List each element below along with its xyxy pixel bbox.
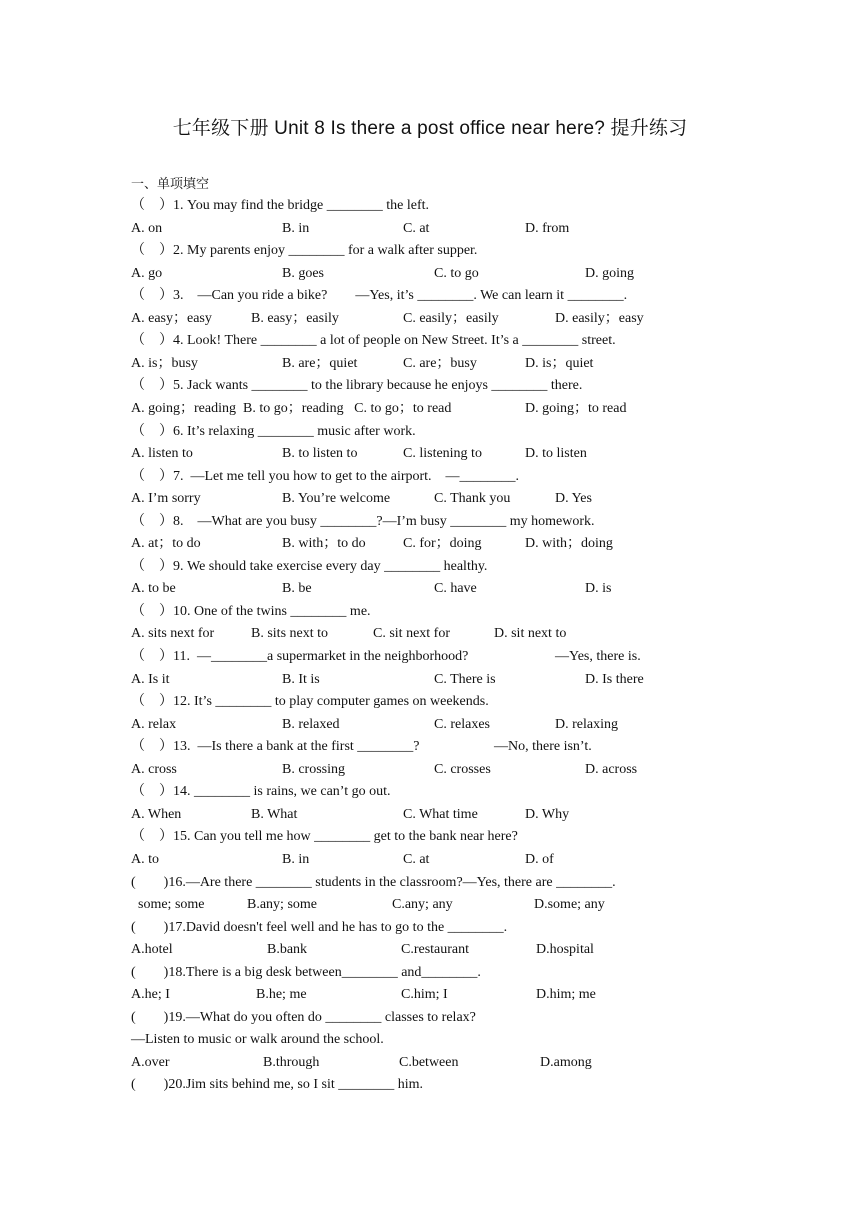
option-text: D. is (585, 581, 612, 597)
question-text: （ ）9. We should take exercise every day ________ healthy. (131, 558, 488, 574)
option-text: D. is；quiet (525, 355, 594, 371)
option-text: C. Thank you (434, 491, 511, 507)
option-text: （ ）13. —Is there a bank at the first ________? (131, 739, 420, 755)
option-text: D. sit next to (494, 626, 567, 642)
option-text: B. in (282, 220, 310, 236)
option-text: B.through (263, 1054, 320, 1070)
question-text: （ ）6. It’s relaxing ________ music after work. (131, 423, 416, 439)
option-text: B. relaxed (282, 716, 340, 732)
option-text: B. goes (282, 265, 324, 281)
option-text: C. crosses (434, 761, 491, 777)
option-text: A. go (131, 265, 163, 281)
option-text: D. going (585, 265, 634, 281)
question-text: （ ）3. —Can you ride a bike? —Yes, it’s ________. We can learn it ________. (131, 288, 628, 304)
option-text: C.between (399, 1054, 459, 1070)
option-text: B.bank (267, 942, 308, 958)
option-text: B.he; me (256, 987, 307, 1003)
option-text: D.him; me (536, 987, 596, 1003)
option-text: D. relaxing (555, 716, 618, 732)
option-text: A. I’m sorry (131, 491, 201, 507)
option-text: D. Is there (585, 671, 644, 687)
question-text: （ ）8. —What are you busy ________?—I’m busy ________ my homework. (131, 513, 595, 529)
option-text: C.any; any (392, 897, 453, 913)
option-text: D. from (525, 220, 570, 236)
option-text: D. of (525, 851, 554, 867)
option-text: C. have (434, 581, 477, 597)
option-text: D. Yes (555, 491, 592, 507)
option-text: B. are；quiet (282, 355, 358, 371)
option-text: C. There is (434, 671, 496, 687)
option-text: C. relaxes (434, 716, 490, 732)
option-text: B. It is (282, 671, 320, 687)
question-text: （ ）15. Can you tell me how ________ get to the bank near here? (131, 829, 518, 845)
section-heading: 一、单项填空 (131, 177, 210, 192)
question-text: ( )17.David doesn't feel well and he has to go to the ________. (131, 919, 508, 935)
option-text: C. at (403, 851, 430, 867)
option-text: B. sits next to (251, 626, 329, 642)
option-text: D.hospital (536, 942, 594, 958)
option-text: B. with；to do (282, 536, 366, 552)
option-text: B. You’re welcome (282, 491, 391, 507)
question-text: （ ）14. ________ is rains, we can’t go out. (131, 784, 391, 800)
option-text: D.some; any (534, 897, 605, 913)
option-text: B. crossing (282, 761, 345, 777)
question-text: （ ）2. My parents enjoy ________ for a walk after supper. (131, 243, 478, 259)
option-text: C. easily；easily (403, 310, 499, 326)
question-text: （ ）12. It’s ________ to play computer games on weekends. (131, 694, 489, 710)
option-text: A. sits next for (131, 626, 215, 642)
option-text: C.him; I (401, 987, 448, 1003)
option-text: B. to listen to (282, 446, 358, 462)
option-text: —No, there isn’t. (494, 739, 592, 755)
option-text: A. Is it (131, 671, 170, 687)
option-text: D. to listen (525, 446, 587, 462)
option-text: C. listening to (403, 446, 482, 462)
option-text: D. with；doing (525, 536, 613, 552)
question-text: （ ）10. One of the twins ________ me. (131, 603, 371, 619)
option-text: （ ）11. —________a supermarket in the neighborhood? (131, 649, 469, 664)
option-text: D. easily；easy (555, 310, 644, 326)
option-text: A. on (131, 220, 163, 236)
option-text: B. easy；easily (251, 310, 339, 326)
option-text: C. to go (434, 265, 479, 281)
option-text: C. for；doing (403, 536, 482, 552)
question-text: ( )20.Jim sits behind me, so I sit ________ him. (131, 1077, 424, 1093)
option-text: A. When (131, 806, 182, 822)
option-text: A. easy；easy (131, 310, 212, 326)
option-text: D. going；to read (525, 400, 627, 416)
option-text: A. relax (131, 716, 177, 732)
option-text: B. in (282, 851, 310, 867)
option-text: C.restaurant (401, 942, 470, 958)
option-text: C. at (403, 220, 430, 236)
option-text: C. are；busy (403, 355, 477, 371)
option-text: —Yes, there is. (555, 649, 641, 664)
option-text: A.over (131, 1054, 170, 1070)
question-text: ( )19.—What do you often do ________ classes to relax? (131, 1009, 476, 1025)
option-text: A. going；reading B. to go；reading C. to go；to read (131, 400, 452, 416)
option-text: A. to be (131, 581, 176, 597)
question-text: （ ）7. —Let me tell you how to get to the airport. —________. (131, 468, 520, 484)
option-text: D.among (540, 1054, 592, 1070)
question-text: ( )18.There is a big desk between________ and________. (131, 964, 481, 980)
option-text: C. What time (403, 806, 478, 822)
question-text: —Listen to music or walk around the school. (131, 1032, 384, 1048)
option-text: some; some (138, 897, 205, 913)
option-text: C. sit next for (373, 626, 450, 642)
question-text: （ ）5. Jack wants ________ to the library because he enjoys ________ there. (131, 378, 583, 394)
question-text: ( )16.—Are there ________ students in the classroom?—Yes, there are ________. (131, 874, 616, 890)
option-text: D. Why (525, 806, 570, 822)
option-text: B. be (282, 581, 312, 597)
option-text: A. at；to do (131, 536, 201, 552)
option-text: A. to (131, 851, 159, 867)
option-text: A.he; I (131, 987, 170, 1003)
option-text: A. cross (131, 761, 177, 777)
option-text: B.any; some (247, 897, 317, 913)
option-text: A. is；busy (131, 355, 198, 371)
worksheet-title: 七年级下册 Unit 8 Is there a post office near here? 提升练习 (172, 118, 688, 139)
option-text: D. across (585, 761, 638, 777)
option-text: A. listen to (131, 446, 193, 462)
question-text: （ ）1. You may find the bridge ________ the left. (131, 198, 429, 213)
option-text: A.hotel (131, 942, 173, 958)
question-text: （ ）4. Look! There ________ a lot of people on New Street. It’s a ________ street. (131, 333, 616, 349)
option-text: B. What (251, 806, 298, 822)
